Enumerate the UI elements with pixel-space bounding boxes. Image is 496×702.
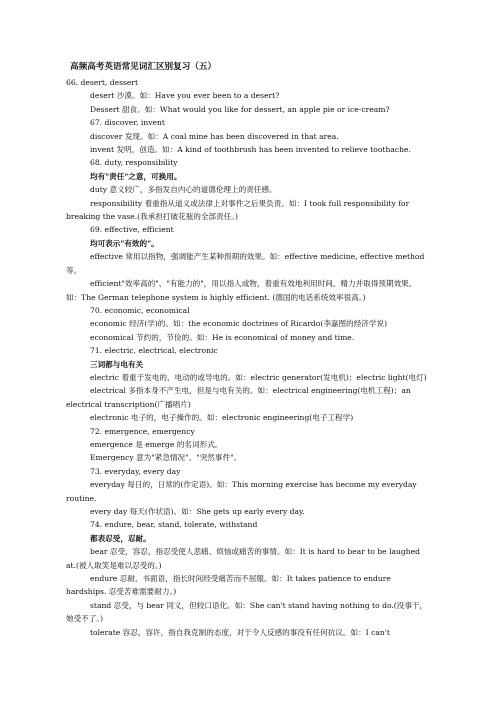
document-title: 高频高考英语常见词汇区别复习（五） bbox=[70, 62, 217, 72]
text-line: 67. discover, invent bbox=[90, 118, 165, 128]
text-line: 70. economic, economical bbox=[90, 305, 190, 315]
text-line: 71. electric, electrical, electronic bbox=[90, 346, 218, 356]
text-line: 都表忍受，忍耐。 bbox=[90, 533, 151, 543]
text-line: 74. endure, bear, stand, tolerate, withstand bbox=[90, 520, 258, 530]
text-line: 69. effective, efficient bbox=[90, 225, 174, 235]
text-line: endure 忍耐，书面语，指长时间经受痛苦而不屈服。如：It takes patience to endure hardships. 忍受苦难需要耐力。) bbox=[66, 574, 391, 597]
text-line: effective 常用以指物，强调能产生某种预期的效果。如：effective medicine, effective method 等。 bbox=[66, 252, 425, 275]
text-line: 均有"责任"之意，可换用。 bbox=[90, 171, 182, 181]
text-line: 73. everyday, every day bbox=[90, 466, 181, 476]
text-line: 三词都与电有关 bbox=[90, 359, 144, 369]
text-line: efficient"效率高的"、"有能力的"，用以指人或物，着重有效地利用时间、精力并取得预期效果。如：The German telephone system is highly efficient. (德国的电话系统效率很高。) bbox=[66, 279, 417, 302]
text-line: electrical 多指本身不产生电，但是与电有关的。如：electrical engineering(电机工程)；an electrical transcription(广播唱片) bbox=[66, 386, 411, 409]
text-line: bear 忍受，容忍，指忍受使人悲痛、烦恼或痛苦的事情。如：It is hard to bear to be laughed at.(被人取笑是难以忍受的。) bbox=[66, 547, 421, 570]
document-body bbox=[66, 76, 428, 639]
text-line: 68. duty, responsibility bbox=[90, 158, 178, 168]
text-line: 72. emergence, emergency bbox=[90, 426, 195, 436]
text-line: invent 发明，创造。如：A kind of toothbrush has been invented to relieve toothache. bbox=[90, 145, 411, 155]
text-line: 66. desert, dessert bbox=[66, 78, 139, 87]
text-line: economic 经济(学)的。如：the economic doctrines of Ricardo(李嘉图的经济学说) bbox=[90, 319, 388, 329]
text-line: electric 着重于发电的，电动的或导电的。如：electric generator(发电机)；electric light(电灯) bbox=[90, 372, 427, 382]
text-line: every day 每天(作状语)。如：She gets up early every day. bbox=[90, 507, 305, 516]
text-line: stand 忍受，与 bear 同义，但较口语化。如：She can't stand having nothing to do.(没事干，她受不了。) bbox=[66, 600, 428, 624]
text-line: tolerate 容忍，容许，指自我克制的态度，对于令人反感的事没有任何抗议。如：I can't bbox=[90, 627, 390, 637]
text-line: Emergency 意为"紧急情况"、"突然事件"。 bbox=[90, 453, 242, 463]
text-line: economical 节约的，节俭的。如：He is economical of money and time. bbox=[90, 332, 355, 342]
text-line: discover 发现。如：A coal mine has been discovered in that area. bbox=[90, 131, 339, 141]
text-line: desert 沙漠。如：Have you ever been to a desert? bbox=[90, 91, 280, 101]
text-line: duty 意义较广，多指发自内心的道德伦理上的责任感。 bbox=[90, 185, 277, 195]
text-line: everyday 每日的，日常的(作定语)。如：This morning exercise has become my everyday routine. bbox=[66, 480, 417, 503]
text-line: responsibility 着重指从道义或法律上对事件之后果负责。如：I took full responsibility for breaking the vase.(我承担打破花瓶的全部责任。) bbox=[66, 198, 410, 222]
text-line: Dessert 甜食。如：What would you like for dessert, an apple pie or ice-cream? bbox=[90, 104, 390, 114]
text-line: emergence 是 emerge 的名词形式。 bbox=[90, 439, 223, 449]
text-line: 均可表示"有效的"。 bbox=[90, 238, 159, 248]
text-line: electronic 电子的，电子操作的。如：electronic engineering(电子工程学) bbox=[90, 413, 354, 423]
